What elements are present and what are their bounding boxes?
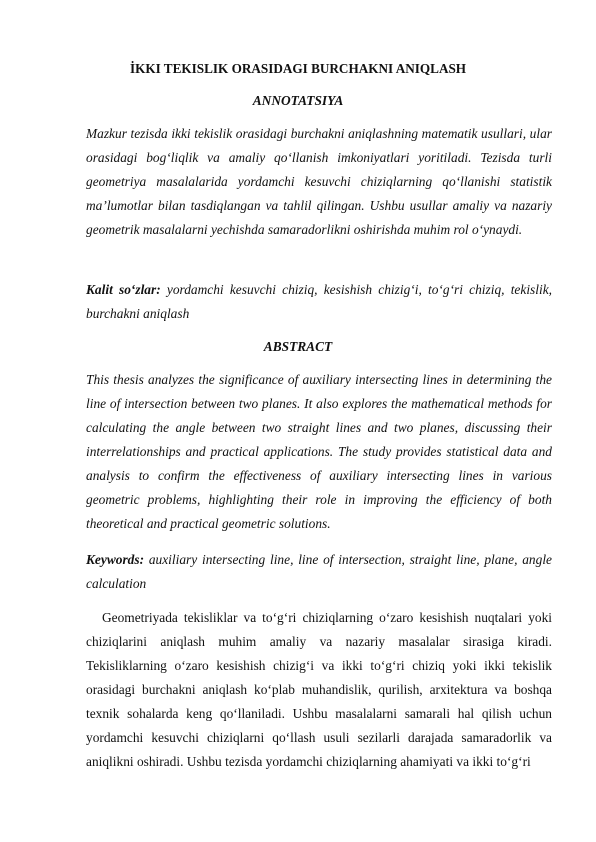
abstract-text: This thesis analyzes the significance of auxiliary intersecting lines in determining the line of intersection between two planes. It also explores the mathematical methods for calculating the angle between two straight lines and two planes, discussing their interrelationships and practical applications. The study provides statistical data and analysis to confirm the effectiveness of auxiliary intersecting lines in various geometric problems, highlighting their role in improving the efficiency of both theoretical and practical geometric solutions. bbox=[86, 372, 552, 531]
abstract-keywords-label: Keywords: bbox=[86, 552, 145, 567]
abstract-keywords bbox=[86, 548, 552, 596]
abstract-keywords-list: auxiliary intersecting line, line of intersection, straight line, plane, angle calculation bbox=[86, 552, 552, 591]
body-paragraph: Geometriyada tekisliklar va to‘g‘ri chiziqlarning o‘zaro kesishish nuqtalari yoki chiziqlarini aniqlash muhim amaliy va nazariy masalalar sirasiga kiradi. Tekisliklarning o‘zaro kesishish chizig‘i va ikki to‘g‘ri chiziq yoki ikki tekislik orasidagi burchakni aniqlash ko‘plab muhandislik, qurilish, arxitektura va boshqa texnik sohalarda keng qo‘llaniladi. Ushbu masalalarni samarali hal qilish uchun yordamchi kesuvchi chiziqlarni qo‘llash usuli sezilarli darajada samaradorlik va aniqlikni oshiradi. Ushbu tezisda yordamchi chiziqlarning ahamiyati va ikki to‘g‘ri bbox=[86, 610, 552, 769]
annotation-keywords bbox=[86, 278, 552, 326]
annotation-text: Mazkur tezisda ikki tekislik orasidagi burchakni aniqlashning matematik usullari, ular orasidagi bog‘liqlik va amaliy qo‘llanish imkoniyatlari yoritiladi. Tezisda turli geometriya masalalarida yordamchi kesuvchi chiziqlarning qo‘llanishi statistik ma’lumotlar bilan tasdiqlangan va tahlil qilingan. Ushbu usullar amaliy va nazariy geometrik masalalarni yechishda samaradorlikni oshirishda muhim rol o‘ynaydi. bbox=[86, 126, 552, 237]
annotation-heading: ANNOTATSIYA bbox=[252, 93, 344, 108]
annotation-keywords-label: Kalit so‘zlar: bbox=[86, 282, 161, 297]
abstract-heading: ABSTRACT bbox=[263, 339, 333, 354]
paper-title: İKKI TEKISLIK ORASIDAGI BURCHAKNI ANIQLASH bbox=[129, 61, 467, 76]
annotation-keywords-list: yordamchi kesuvchi chiziq, kesishish chizig‘i, to‘g‘ri chiziq, tekislik, burchakni aniqlash bbox=[86, 282, 552, 321]
